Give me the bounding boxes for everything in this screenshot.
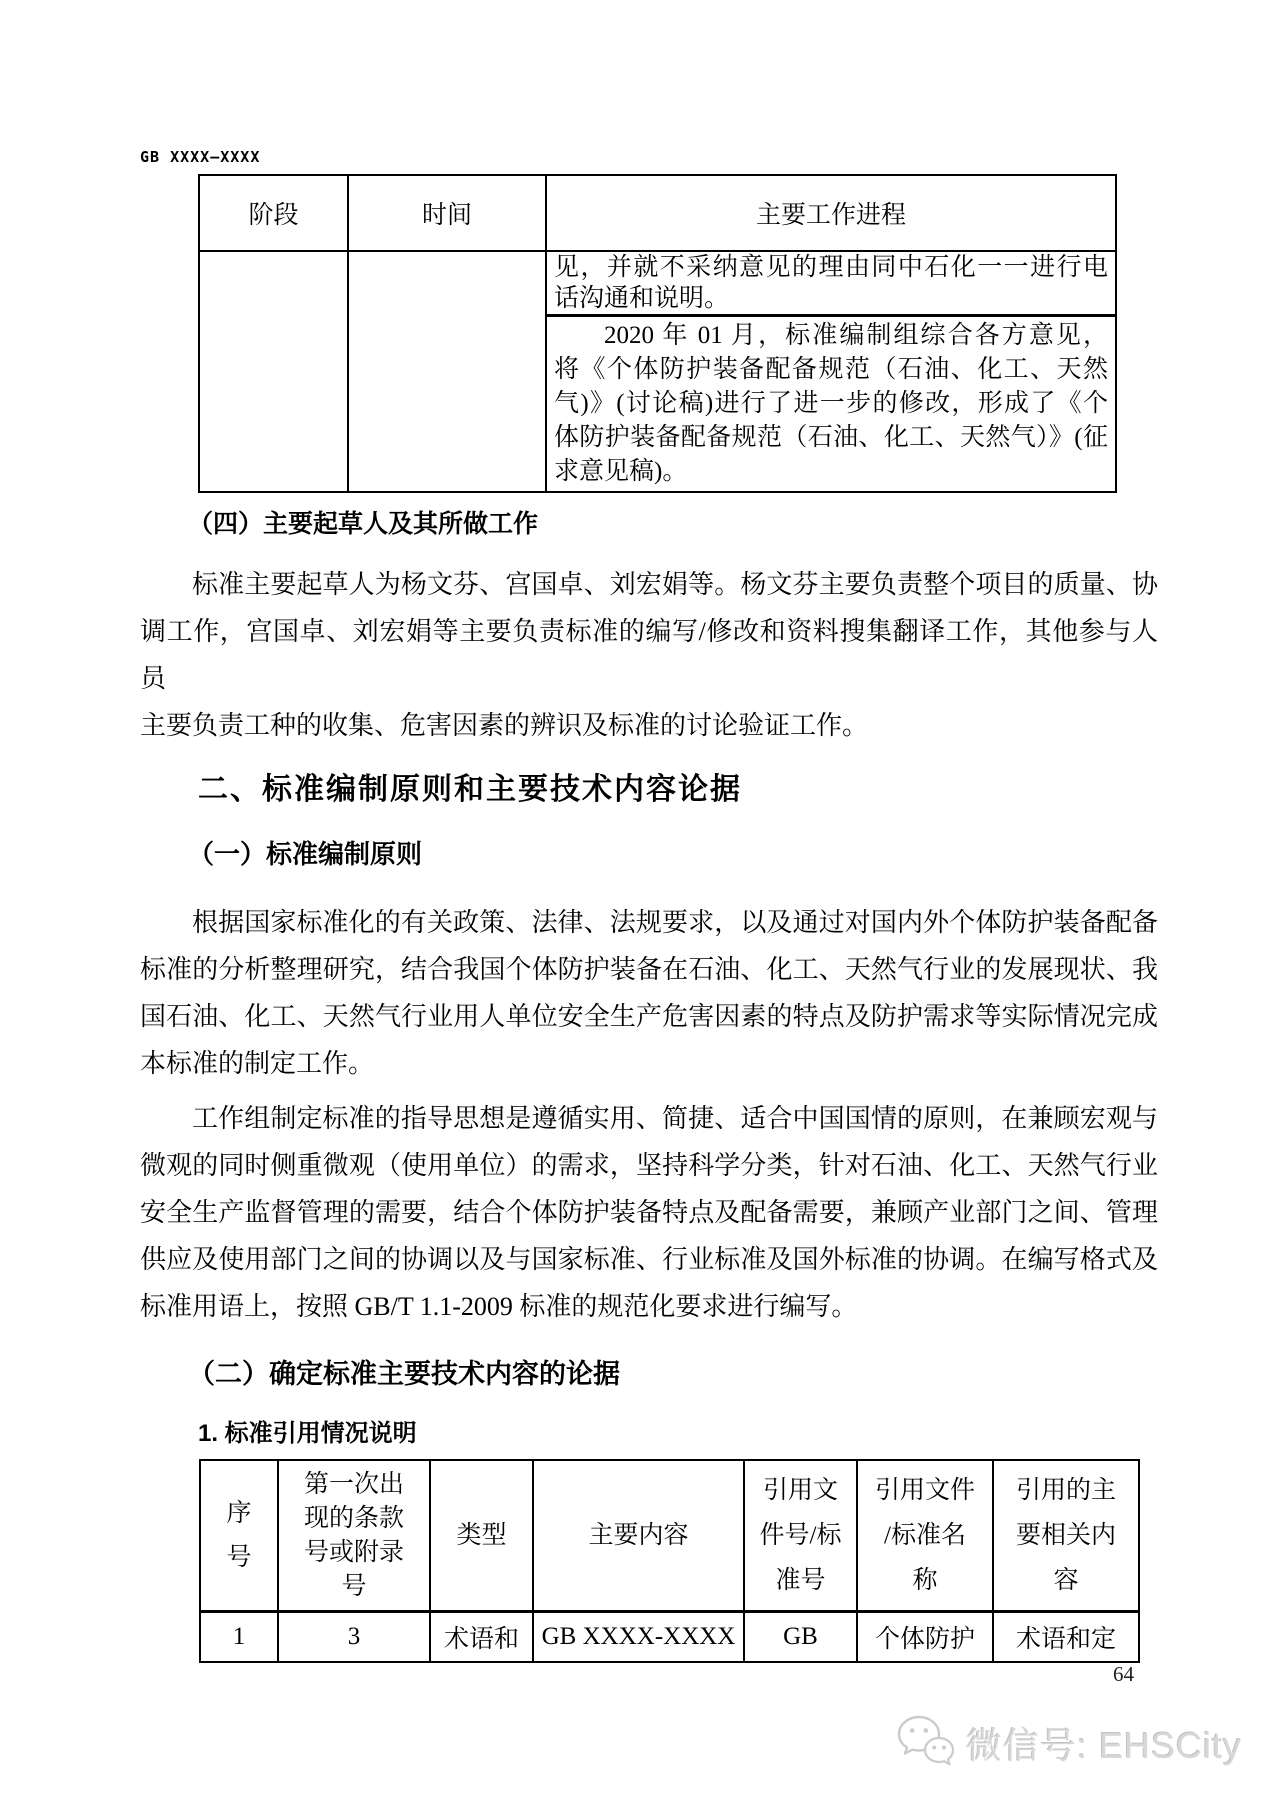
progress-header-stage: 阶段 [199,175,348,251]
progress-cell-stage [199,251,348,492]
text-line: 称 [912,1567,938,1594]
text-line: 微观的同时侧重微观（使用单位）的需求，坚持科学分类，针对石油、化工、天然气行业 [140,1151,1158,1180]
text-line: 将《个体防护装备配备规范（石油、化工、天然 [554,356,1108,383]
ref-cell-doc-name: 个体防护 [857,1612,993,1663]
text-line: 要相关内 [1015,1522,1116,1549]
watermark [896,1714,1242,1772]
ref-header-doc-name [857,1460,993,1612]
wechat-icon [896,1714,956,1772]
text-line: 标准主要起草人为杨文芬、宫国卓、刘宏娟等。杨文芬主要负责整个项目的质量、协 [192,570,1158,599]
ref-header-clause [278,1460,430,1612]
text-line: 引用文 [762,1477,838,1504]
reference-table-header-row [200,1460,1139,1612]
progress-cell-time [348,251,546,492]
heading-section-two-b: （二）确定标准主要技术内容的论据 [188,1359,620,1389]
text-line: 本标准的制定工作。 [140,1049,375,1078]
ref-cell-clause: 3 [278,1612,430,1663]
text-line: 号或附录 [303,1538,404,1566]
text-line: 标准的分析整理研究，结合我国个体防护装备在石油、化工、天然气行业的发展现状、我 [140,955,1158,984]
text-line: 调工作，宫国卓、刘宏娟等主要负责标准的编写/修改和资料搜集翻译工作，其他参与人员 [140,617,1158,693]
text-line: 第一次出 [303,1470,404,1498]
text-line: 供应及使用部门之间的协调以及与国家标准、行业标准及国外标准的协调。在编写格式及 [140,1245,1158,1274]
page-content [0,148,1280,1663]
text-line: 见，并就不采纳意见的理由同中石化一一进行电 [554,254,1108,281]
progress-header-work: 主要工作进程 [546,175,1116,251]
progress-table [198,174,1117,493]
text-line: 安全生产监督管理的需要，结合个体防护装备特点及配备需要，兼顾产业部门之间、管理 [140,1198,1158,1227]
text-line: 类型 [456,1521,507,1549]
ref-cell-doc-number: GB [744,1612,857,1663]
text-line: 主要内容 [588,1521,689,1549]
text-line: 国石油、化工、天然气行业用人单位安全生产危害因素的特点及防护需求等实际情况完成 [140,1002,1158,1031]
paragraph-principles-1 [140,899,1158,1087]
progress-cell-work-a [546,251,1116,316]
text-line: 件号/标 [759,1522,842,1549]
ref-header-related-content [993,1460,1139,1612]
text-line: 引用文件 [874,1477,975,1504]
heading-chapter-two: 二、标准编制原则和主要技术内容论据 [198,773,742,806]
progress-header-time: 时间 [348,175,546,251]
text-line: 现的条款 [303,1504,404,1532]
progress-table-row [199,251,1116,316]
text-line: 标准用语上，按照 GB/T 1.1-2009 标准的规范化要求进行编写。 [140,1292,858,1321]
reference-table-data-row [200,1612,1139,1663]
text-line: 体防护装备配备规范（石油、化工、天然气）》(征 [554,424,1108,451]
ref-header-doc-number [744,1460,857,1612]
doc-code: GB XXXX—XXXX [140,148,261,166]
progress-cell-work-b [546,316,1116,493]
text-line: 序 [226,1499,252,1527]
text-line: 根据国家标准化的有关政策、法律、法规要求，以及通过对国内外个体防护装备配备 [192,908,1158,937]
text-line: /标准名 [884,1522,966,1549]
text-line: 引用的主 [1015,1477,1116,1504]
ref-cell-content: GB XXXX-XXXX [533,1612,744,1663]
text-line: 话沟通和说明。 [554,285,730,312]
paragraph-principles-2 [140,1095,1158,1330]
text-line: 工作组制定标准的指导思想是遵循实用、简捷、适合中国国情的原则，在兼顾宏观与 [192,1104,1158,1133]
watermark-text: 微信号: EHSCity [965,1724,1242,1766]
ref-header-index [200,1460,278,1612]
ref-cell-type: 术语和 [430,1612,533,1663]
text-line: 准号 [775,1567,826,1594]
ref-cell-related-content: 术语和定 [993,1612,1139,1663]
text-line: 气)》(讨论稿)进行了进一步的修改，形成了《个 [554,390,1108,417]
progress-table-header-row [199,175,1116,251]
ref-header-type [430,1460,533,1612]
text-line: 号 [341,1572,367,1600]
reference-table [199,1459,1140,1663]
heading-sub-1: 1. 标准引用情况说明 [198,1420,417,1447]
text-line: 主要负责工种的收集、危害因素的辨识及标准的讨论验证工作。 [140,711,869,740]
heading-section-four: （四）主要起草人及其所做工作 [188,510,539,538]
text-line: 求意见稿)。 [554,458,688,485]
heading-section-one: （一）标准编制原则 [188,839,423,869]
page-number: 64 [1113,1662,1134,1686]
ref-cell-index: 1 [200,1612,278,1663]
paragraph-drafters [140,561,1158,749]
ref-header-content [533,1460,744,1612]
text-line: 2020 年 01 月，标准编制组综合各方意见， [604,322,1108,349]
text-line: 号 [226,1543,252,1571]
text-line: 容 [1053,1567,1079,1594]
